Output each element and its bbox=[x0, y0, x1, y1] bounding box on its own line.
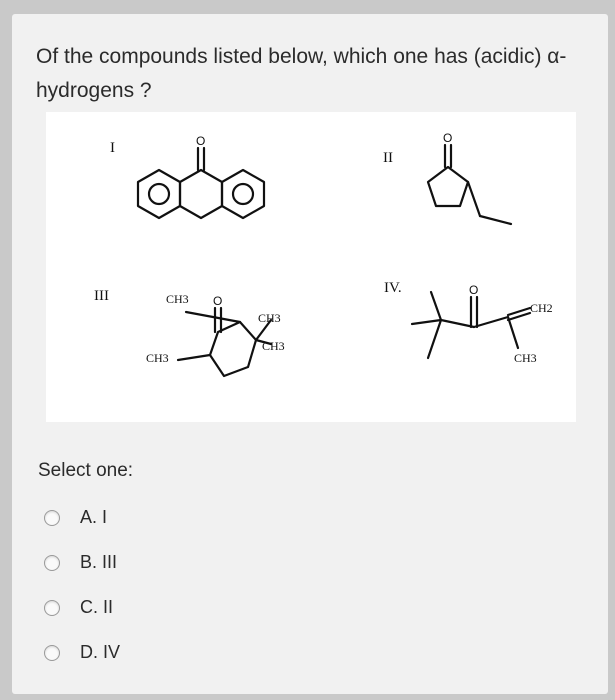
label-III: III bbox=[94, 288, 109, 304]
oxygen-II: O bbox=[443, 131, 453, 145]
label-II: II bbox=[383, 150, 393, 166]
question-text: Of the compounds listed below, which one has (acidic) α-hydrogens ? bbox=[36, 45, 567, 102]
ch3-IV: CH3 bbox=[514, 351, 537, 365]
option-a-label[interactable]: A. I bbox=[80, 507, 108, 527]
radio-button-a[interactable] bbox=[44, 510, 60, 526]
structure-II bbox=[428, 145, 511, 224]
chemical-structures-diagram bbox=[46, 112, 576, 422]
ch2-IV: CH2 bbox=[530, 301, 553, 315]
option-d[interactable] bbox=[44, 630, 120, 675]
option-d-label[interactable]: D. IV bbox=[80, 642, 121, 662]
option-c[interactable] bbox=[44, 585, 120, 630]
ch3-III-top: CH3 bbox=[166, 292, 189, 306]
label-IV: IV. bbox=[384, 280, 402, 296]
option-b[interactable] bbox=[44, 540, 120, 585]
option-a[interactable] bbox=[44, 495, 120, 540]
structure-IV bbox=[412, 292, 530, 358]
oxygen-IV: O bbox=[469, 283, 479, 297]
radio-button-b[interactable] bbox=[44, 555, 60, 571]
radio-button-c[interactable] bbox=[44, 600, 60, 616]
ch3-III-right-2: CH3 bbox=[262, 339, 285, 353]
option-c-label[interactable]: C. II bbox=[80, 597, 114, 617]
ch3-III-left: CH3 bbox=[146, 351, 169, 365]
select-one-label: Select one: bbox=[38, 460, 134, 481]
structure-I bbox=[138, 148, 264, 218]
ch3-III-right-1: CH3 bbox=[258, 311, 281, 325]
structures-figure bbox=[46, 112, 576, 422]
radio-button-d[interactable] bbox=[44, 645, 60, 661]
answer-options bbox=[44, 495, 120, 675]
label-I: I bbox=[110, 140, 115, 156]
oxygen-III: O bbox=[213, 294, 223, 308]
oxygen-I: O bbox=[196, 134, 206, 148]
option-b-label[interactable]: B. III bbox=[80, 552, 118, 572]
